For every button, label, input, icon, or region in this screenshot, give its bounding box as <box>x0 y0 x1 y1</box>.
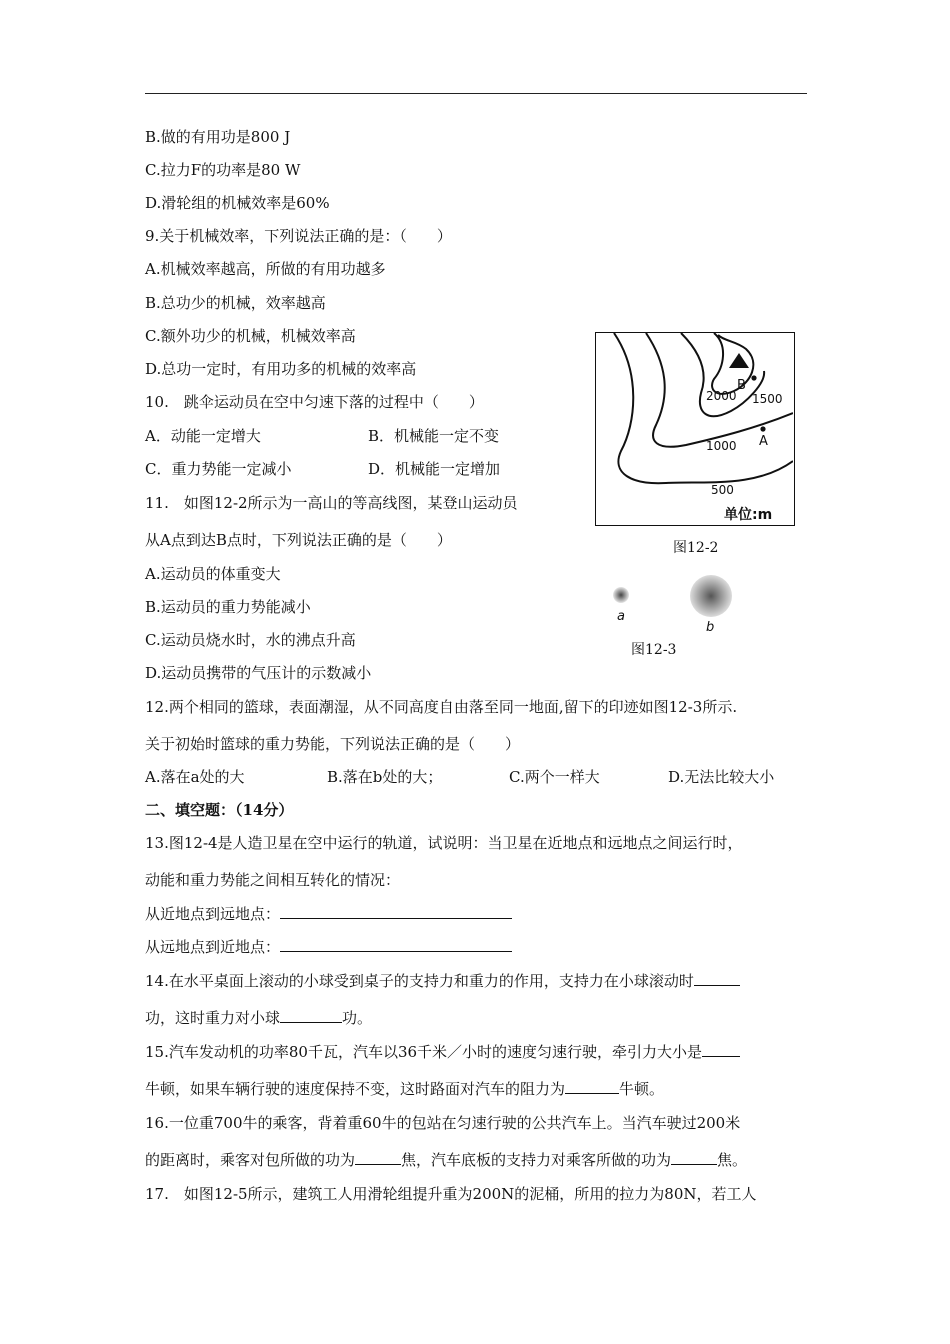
q12-option-d: D.无法比较大小 <box>668 768 775 786</box>
section-2-title: 二、填空题：（14分） <box>145 801 294 819</box>
q10-option-b: B．机械能一定不变 <box>368 427 500 445</box>
print-b-large <box>690 575 732 617</box>
q16-text-3: 焦，汽车底板的支持力对乘客所做的功为 <box>401 1151 672 1169</box>
contour-500 <box>614 333 793 483</box>
q15-text-3: 牛顿。 <box>619 1080 665 1098</box>
q14-blank-2[interactable] <box>280 1008 342 1023</box>
q11-option-a: A.运动员的体重变大 <box>145 565 281 583</box>
q9-option-d: D.总功一定时，有用功多的机械的效率高 <box>145 360 417 378</box>
point-a-marker <box>760 426 765 431</box>
q13-far-to-near-label: 从远地点到近地点： <box>145 938 281 956</box>
contour-label-500: 500 <box>711 483 734 497</box>
q10-option-c: C．重力势能一定减小 <box>145 460 292 478</box>
q14-text-2: 功，这时重力对小球 <box>145 1009 281 1027</box>
q11-option-d: D.运动员携带的气压计的示数减小 <box>145 664 372 682</box>
point-b-marker <box>751 375 756 380</box>
print-b-label: b <box>706 620 715 635</box>
q14-line1 <box>145 971 740 991</box>
q12-option-b: B.落在b处的大； <box>327 768 443 786</box>
q15-text-1: 15.汽车发动机的功率80千瓦，汽车以36千米／小时的速度匀速行驶，牵引力大小是 <box>145 1043 703 1061</box>
q15-blank-2[interactable] <box>565 1079 619 1094</box>
q10-stem: 10. 跳伞运动员在空中匀速下落的过程中（ ） <box>145 393 484 411</box>
unit-label: 单位:m <box>724 507 773 523</box>
q9-option-b: B.总功少的机械，效率越高 <box>145 294 326 312</box>
q17-stem: 17. 如图12-5所示，建筑工人用滑轮组提升重为200N的泥桶，所用的拉力为80N，若工人 <box>145 1185 757 1203</box>
q16-line2 <box>145 1150 747 1170</box>
q9-stem: 9.关于机械效率，下列说法正确的是：（ ） <box>145 227 452 245</box>
point-b-label: B <box>737 378 746 393</box>
figure-12-3-ball-prints <box>600 570 750 640</box>
figure-12-2-caption: 图12-2 <box>673 540 719 556</box>
header-rule <box>145 93 807 94</box>
q11-option-b: B.运动员的重力势能减小 <box>145 598 311 616</box>
q14-blank-1[interactable] <box>694 971 740 986</box>
q12-stem-line2: 关于初始时篮球的重力势能，下列说法正确的是（ ） <box>145 735 521 753</box>
q9-option-a: A.机械效率越高，所做的有用功越多 <box>145 260 386 278</box>
q10-option-d: D．机械能一定增加 <box>368 460 501 478</box>
q16-text-2: 的距离时，乘客对包所做的功为 <box>145 1151 356 1169</box>
q15-blank-1[interactable] <box>702 1042 740 1057</box>
contour-label-1500: 1500 <box>752 392 783 406</box>
q8-option-b: B.做的有用功是800 J <box>145 128 291 146</box>
print-a-small <box>613 587 629 603</box>
q13-far-to-near-blank[interactable] <box>280 937 512 952</box>
q10-option-a: A．动能一定增大 <box>145 427 261 445</box>
q11-option-c: C.运动员烧水时，水的沸点升高 <box>145 631 356 649</box>
q8-option-c: C.拉力F的功率是80 W <box>145 161 301 179</box>
q16-blank-2[interactable] <box>671 1150 717 1165</box>
q9-option-c: C.额外功少的机械，机械效率高 <box>145 327 356 345</box>
contour-map-drawing <box>596 333 793 524</box>
q15-line1 <box>145 1042 740 1062</box>
summit-triangle-icon <box>729 353 749 368</box>
q15-text-2: 牛顿，如果车辆行驶的速度保持不变，这时路面对汽车的阻力为 <box>145 1080 566 1098</box>
q14-text-3: 功。 <box>342 1009 373 1027</box>
contour-label-2000: 2000 <box>706 389 737 403</box>
q13-far-to-near <box>145 937 512 957</box>
contour-label-1000: 1000 <box>706 439 737 453</box>
q12-stem-line1: 12.两个相同的篮球，表面潮湿，从不同高度自由落至同一地面,留下的印迹如图12-3所示. <box>145 698 738 716</box>
q8-option-d: D.滑轮组的机械效率是60% <box>145 194 330 212</box>
q13-near-to-far <box>145 904 512 924</box>
q11-stem-line2: 从A点到达B点时，下列说法正确的是（ ） <box>145 531 452 549</box>
q13-near-to-far-label: 从近地点到远地点： <box>145 905 281 923</box>
q15-line2 <box>145 1079 664 1099</box>
figure-12-3-caption: 图12-3 <box>631 642 677 658</box>
point-a-label: A <box>759 434 768 449</box>
q16-text-4: 焦。 <box>717 1151 748 1169</box>
q14-text-1: 14.在水平桌面上滚动的小球受到桌子的支持力和重力的作用，支持力在小球滚动时 <box>145 972 694 990</box>
q13-stem-line1: 13.图12-4是人造卫星在空中运行的轨道，试说明：当卫星在近地点和远地点之间运行时， <box>145 834 743 852</box>
q12-option-a: A.落在a处的大 <box>145 768 245 786</box>
q12-option-c: C.两个一样大 <box>509 768 600 786</box>
print-a-label: a <box>617 609 625 624</box>
q16-line1: 16.一位重700牛的乘客，背着重60牛的包站在匀速行驶的公共汽车上。当汽车驶过200米 <box>145 1114 741 1132</box>
figure-12-2-contour-map <box>595 332 795 526</box>
q13-near-to-far-blank[interactable] <box>280 904 512 919</box>
q14-line2 <box>145 1008 372 1028</box>
q16-blank-1[interactable] <box>355 1150 401 1165</box>
q13-stem-line2: 动能和重力势能之间相互转化的情况： <box>145 871 401 889</box>
q11-stem-line1: 11. 如图12-2所示为一高山的等高线图，某登山运动员 <box>145 494 518 512</box>
